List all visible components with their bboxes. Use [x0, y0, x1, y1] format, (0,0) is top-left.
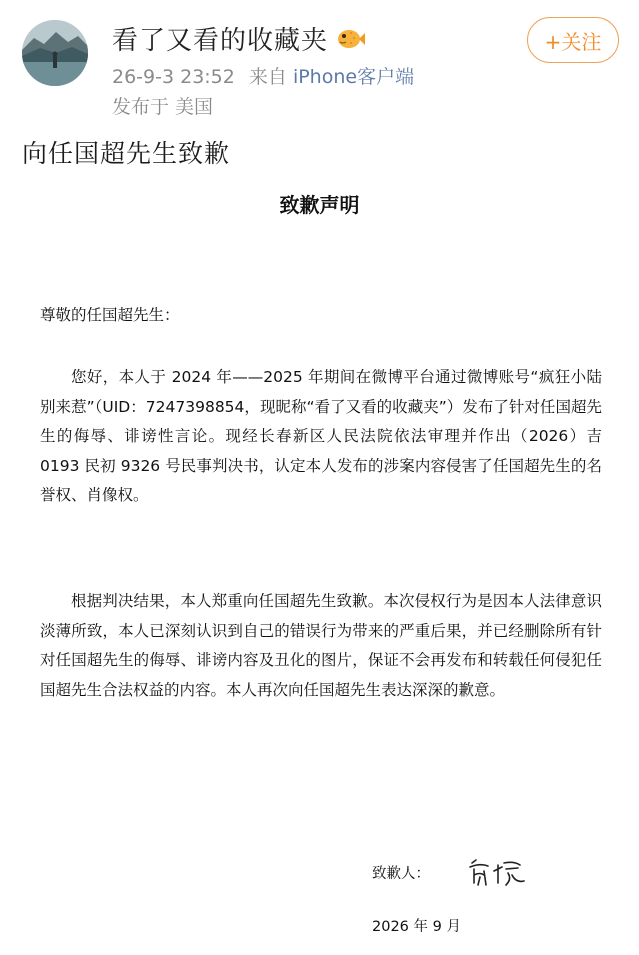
letter-salutation: 尊敬的任国超先生：: [40, 306, 180, 324]
post-timestamp: 26-9-3 23:52: [112, 66, 235, 88]
avatar[interactable]: [22, 20, 88, 86]
post-source-link[interactable]: iPhone客户端: [292, 66, 415, 88]
pufferfish-badge-icon: [334, 25, 366, 53]
post-meta: [112, 62, 414, 89]
avatar-landscape-image: [22, 20, 88, 86]
letter-paragraph-2: 根据判决结果，本人郑重向任国超先生致歉。本次侵权行为是因本人法律意识淡薄所致，本人已深刻认识到自己的错误行为带来的严重后果，并已经删除所有针对任国超先生的侮辱、诽谤内容及丑化的图片，保证不会再发布和转载任何侵犯任国超先生合法权益的内容。本人再次向任国超先生表达深深的歉意。: [40, 592, 602, 699]
signer-row: [372, 855, 528, 889]
letter-paragraph-1: 您好，本人于 2024 年——2025 年期间在微博平台通过微博账号“疯狂小陆别来惹”（UID：7247398854，现昵称“看了又看的收藏夹”）发布了针对任国超先生的侮辱、诽谤性言论。现经长春新区人民法院依法审理并作出（2026）吉 0193 民初 9326 号民事判决书，认定本人发布的涉案内容侵害了任国超先生的名誉权、肖像权。: [40, 368, 602, 504]
post-text: 向任国超先生致歉: [22, 139, 231, 168]
follow-button[interactable]: +关注: [527, 17, 619, 63]
post-location: 发布于 美国: [112, 96, 214, 118]
username[interactable]: [112, 20, 366, 57]
handwritten-signature: [466, 855, 528, 889]
username-text: 看了又看的收藏夹: [112, 26, 329, 56]
post-header: [0, 0, 639, 130]
letter-heading: 致歉声明: [279, 193, 360, 217]
signer-label: 致歉人：: [372, 865, 430, 882]
source-prefix: 来自: [248, 66, 287, 88]
letter-date: 2026 年 9 月: [372, 919, 461, 935]
apology-letter-image[interactable]: [0, 175, 639, 955]
